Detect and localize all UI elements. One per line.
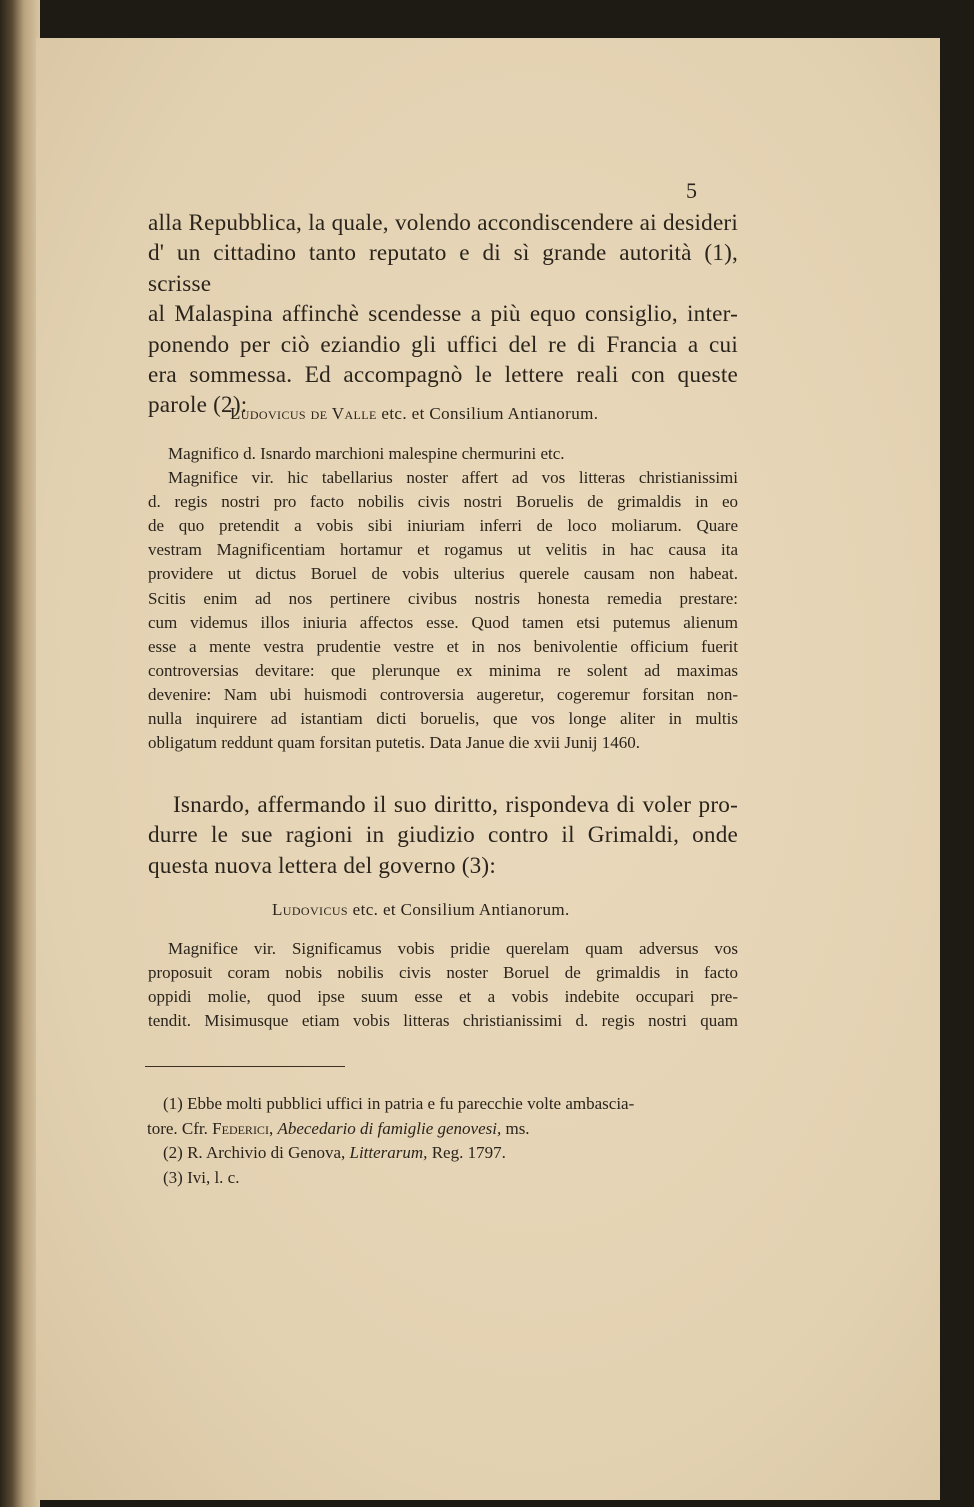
footnote-2-title: Litterarum, bbox=[349, 1143, 428, 1162]
letter2-heading bbox=[272, 900, 570, 920]
letter2-line: Magnifice vir. Significamus vobis pridie querelam quam adversus vos bbox=[168, 939, 738, 958]
letter1-heading-rest: etc. et Consilium Antianorum. bbox=[376, 404, 599, 423]
middle-paragraph bbox=[148, 790, 738, 881]
letter1-body bbox=[148, 442, 738, 755]
letter1-line: Scitis enim ad nos pertinere civibus nostris honesta remedia prestare: bbox=[148, 588, 738, 608]
footnote-1-title: Abecedario di famiglie genovesi, bbox=[277, 1118, 502, 1138]
middle-line: questa nuova lettera del governo (3): bbox=[148, 852, 497, 879]
footnote-rule bbox=[145, 1066, 345, 1067]
letter1-line: vestram Magnificentiam hortamur et rogamus ut velitis in hac causa ita bbox=[148, 540, 738, 560]
letter1-address: Magnifico d. Isnardo marchioni malespine chermurini etc. bbox=[168, 444, 565, 463]
letter1-line: de quo pretendit a vobis sibi iniuriam inferri de loco moliarum. Quare bbox=[148, 516, 738, 536]
middle-line: durre le sue ragioni in giudizio contro il Grimaldi, onde bbox=[148, 822, 738, 849]
footnote-1-sep: , bbox=[268, 1118, 278, 1138]
footnote-3: (3) Ivi, l. c. bbox=[163, 1167, 240, 1187]
letter2-line: oppidi molie, quod ipse suum esse et a vobis indebite occupari pre- bbox=[148, 987, 738, 1007]
letter1-line: Magnifice vir. hic tabellarius noster affert ad vos litteras christianissimi bbox=[168, 468, 738, 488]
letter1-line: nulla inquirere ad istantiam dicti boruelis, que vos longe aliter in multis bbox=[148, 709, 738, 729]
footnote-1: (1) Ebbe molti pubblici uffici in patria e fu parecchie volte ambascia- bbox=[163, 1094, 635, 1113]
middle-line: Isnardo, affermando il suo diritto, rispondeva di voler pro- bbox=[173, 792, 738, 818]
letter1-line: providere ut dictus Boruel de vobis ulterius querele causam non habeat. bbox=[148, 564, 738, 584]
intro-line: era sommessa. Ed accompagnò le lettere reali con queste bbox=[148, 362, 738, 389]
page-number: 5 bbox=[686, 178, 697, 203]
intro-line: ponendo per ciò eziandio gli uffici del re di Francia a cui bbox=[148, 331, 738, 358]
footnote-1-author: Federici bbox=[212, 1118, 269, 1138]
intro-paragraph bbox=[148, 208, 738, 421]
letter1-heading bbox=[230, 404, 598, 424]
footnote-2 bbox=[163, 1141, 740, 1166]
letter1-heading-name: Ludovicus de Valle bbox=[230, 404, 377, 423]
letter2-line: tendit. Misimusque etiam vobis litteras christianissimi d. regis nostri quam bbox=[148, 1011, 738, 1031]
footnote-1-cont bbox=[147, 1117, 740, 1142]
letter1-line: obligatum reddunt quam forsitan putetis. Data Janue die xvii Junij 1460. bbox=[148, 733, 640, 753]
letter2-heading-name: Ludovicus bbox=[272, 900, 348, 919]
footnote-2-text: (2) R. Archivio di Genova, bbox=[163, 1143, 350, 1162]
footnote-1-text: tore. Cfr. bbox=[147, 1118, 213, 1138]
letter2-body bbox=[148, 937, 738, 1033]
letter1-line: cum videmus illos iniuria affectos esse. Quod tamen etsi putemus alienum bbox=[148, 612, 738, 632]
letter1-line: esse a mente vestra prudentie vestre et in nos benivolentie officium fuerit bbox=[148, 636, 738, 656]
letter1-line: devenire: Nam ubi huismodi controversia augeretur, cogeremur forsitan non- bbox=[148, 684, 738, 704]
footnotes bbox=[147, 1092, 740, 1190]
letter2-heading-rest: etc. et Consilium Antianorum. bbox=[348, 900, 570, 919]
letter1-line: controversias devitare: que plerunque ex minima re solent ad maximas bbox=[148, 660, 738, 680]
intro-line: parole (2): bbox=[148, 392, 248, 419]
footnote-1-post: ms. bbox=[501, 1118, 530, 1138]
letter1-line: d. regis nostri pro facto nobilis civis nostri Boruelis de grimaldis in eo bbox=[148, 492, 738, 512]
intro-line: d' un cittadino tanto reputato e di sì grande autorità (1), scrisse bbox=[148, 240, 738, 297]
footnote-2-post: Reg. 1797. bbox=[427, 1143, 506, 1162]
letter2-line: proposuit coram nobis nobilis civis noster Boruel de grimaldis in facto bbox=[148, 963, 738, 983]
intro-line: alla Repubblica, la quale, volendo accondiscendere ai desideri bbox=[148, 210, 738, 236]
book-spine bbox=[0, 0, 40, 1507]
intro-line: al Malaspina affinchè scendesse a più equo consiglio, inter- bbox=[148, 301, 738, 328]
